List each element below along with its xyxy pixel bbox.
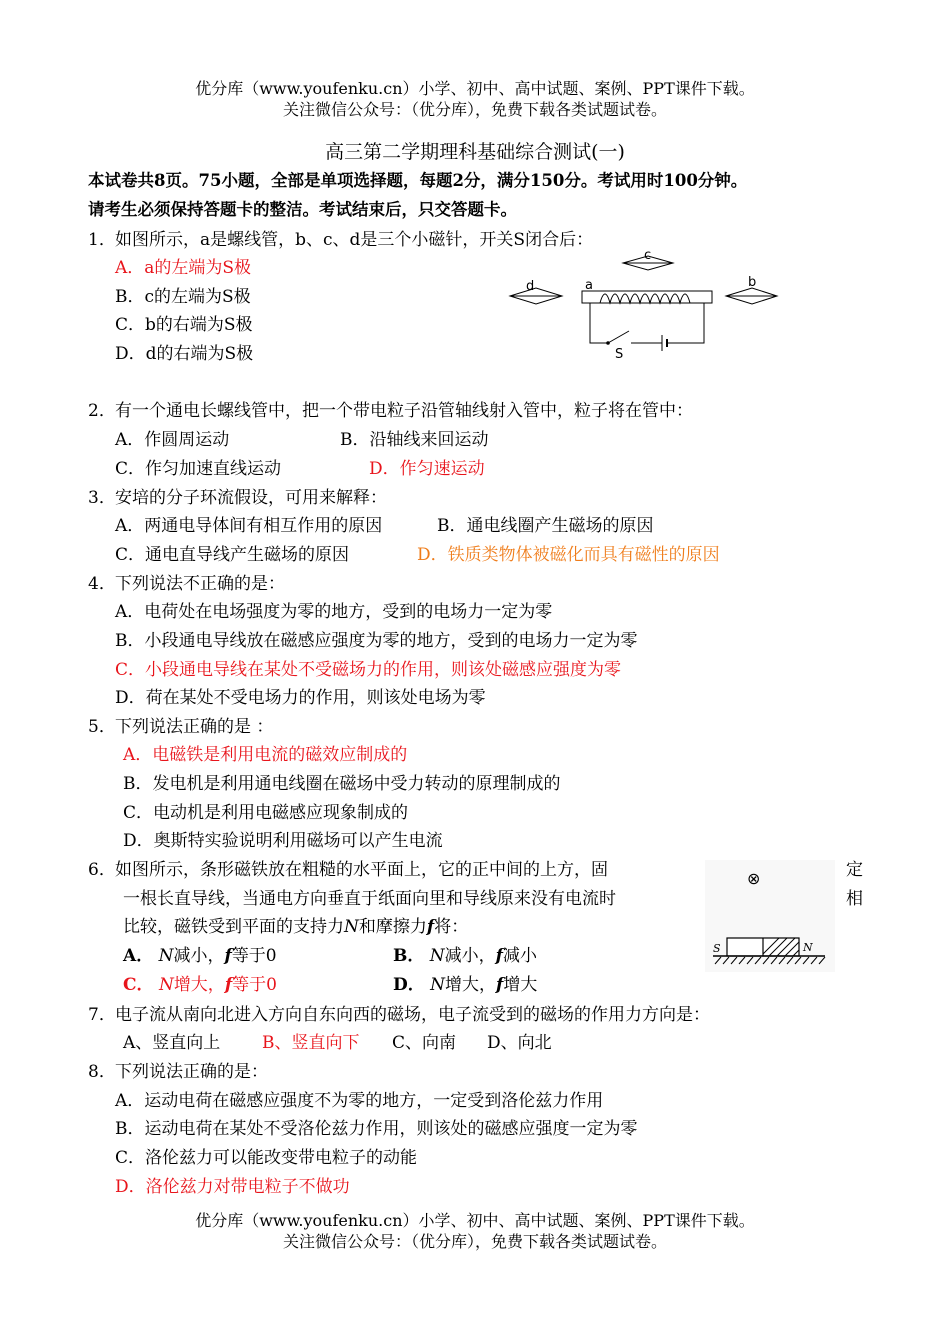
- option-c: C．作匀加速直线运动: [115, 459, 282, 479]
- label-s: S: [713, 942, 721, 955]
- option-d: D．铁质类物体被磁化而具有磁性的原因: [417, 545, 720, 565]
- label-s: S: [615, 347, 624, 362]
- switch-icon: [608, 331, 629, 343]
- label-c: c: [644, 248, 652, 263]
- option-b: B．运动电荷在某处不受洛伦兹力作用，则该处的磁感应强度一定为零: [115, 1119, 638, 1139]
- question-number: 8．: [88, 1062, 116, 1082]
- question-number: 6．: [88, 860, 116, 880]
- question-number: 2．: [88, 401, 116, 421]
- footer-line-1: 优分库（www.youfenku.cn）小学、初中、高中试题、案例、PPT课件下载。: [195, 1211, 755, 1230]
- label-a: a: [585, 278, 593, 293]
- question-number: 3．: [88, 488, 116, 508]
- question-stem-line-1-end: 定: [846, 860, 863, 880]
- option-c: C．小段通电导线在某处不受磁场力的作用，则该处磁感应强度为零: [115, 660, 622, 680]
- question-stem-line-1: 如图所示，条形磁铁放在粗糙的水平面上，它的正中间的上方，固: [115, 860, 608, 880]
- question-stem: 安培的分子环流假设，可用来解释：: [115, 488, 387, 508]
- option-b: B．通电线圈产生磁场的原因: [437, 516, 654, 536]
- question-stem: 如图所示，a是螺线管，b、c、d是三个小磁针，开关S闭合后：: [115, 230, 594, 250]
- option-a: A．作圆周运动: [115, 430, 230, 450]
- option-a: A．a的左端为S极: [115, 258, 252, 278]
- question-number: 1．: [88, 230, 116, 250]
- label-b: b: [748, 275, 757, 290]
- option-c: C．b的右端为S极: [115, 315, 253, 335]
- label-n: N: [803, 941, 813, 954]
- question-number: 5．: [88, 717, 116, 737]
- instruction-line-2: 请考生必须保持答题卡的整洁。考试结束后，只交答题卡。: [88, 200, 517, 219]
- bar-magnet-figure: [705, 860, 835, 972]
- option-a: A．两通电导体间有相互作用的原因: [115, 516, 383, 536]
- option-c: C．洛伦兹力可以能改变带电粒子的动能: [115, 1148, 418, 1168]
- solenoid-figure: [505, 246, 785, 366]
- option-b: B．沿轴线来回运动: [340, 430, 489, 450]
- header-line-2: 关注微信公众号：（优分库），免费下载各类试题试卷。: [282, 100, 667, 119]
- solenoid-core: [582, 291, 712, 303]
- coil-icon: [600, 294, 690, 303]
- instruction-line-1: 本试卷共8页。75小题，全部是单项选择题，每题2分，满分150分。考试用时100分钟。: [88, 171, 748, 190]
- question-stem-line-3: 比较，磁铁受到平面的支持力N和摩擦力f将：: [123, 917, 469, 937]
- option-d: D．作匀速运动: [369, 459, 485, 479]
- footer-line-2: 关注微信公众号：（优分库），免费下载各类试题试卷。: [282, 1232, 667, 1251]
- option-c: C．电动机是利用电磁感应现象制成的: [123, 803, 409, 823]
- option-d: D．洛伦兹力对带电粒子不做功: [115, 1177, 350, 1197]
- option-b: B．c的左端为S极: [115, 287, 251, 307]
- option-d: D．d的右端为S极: [115, 344, 254, 364]
- option-a: A．电磁铁是利用电流的磁效应制成的: [123, 745, 408, 765]
- option-a: A．电荷处在电场强度为零的地方，受到的电场力一定为零: [115, 602, 553, 622]
- option-d: D． N增大，f增大: [393, 975, 538, 995]
- option-b: B． N减小，f减小: [393, 946, 537, 966]
- question-number: 7．: [88, 1005, 116, 1025]
- question-stem: 电子流从南向北进入方向自东向西的磁场，电子流受到的磁场的作用力方向是：: [115, 1005, 710, 1025]
- page-title: 高三第二学期理科基础综合测试(一): [325, 141, 625, 163]
- option-a: A、竖直向上: [123, 1033, 221, 1053]
- option-b: B．发电机是利用通电线圈在磁场中受力转动的原理制成的: [123, 774, 561, 794]
- option-b: B．小段通电导线放在磁感应强度为零的地方，受到的电场力一定为零: [115, 631, 638, 651]
- question-stem: 下列说法正确的是 ：: [115, 717, 274, 737]
- label-d: d: [526, 279, 535, 294]
- option-a: A．运动电荷在磁感应强度不为零的地方，一定受到洛伦兹力作用: [115, 1091, 604, 1111]
- option-c: C． N增大，f等于0: [123, 975, 277, 995]
- option-a: A． N减小，f等于0: [123, 946, 277, 966]
- question-number: 4．: [88, 574, 116, 594]
- header-line-1: 优分库（www.youfenku.cn）小学、初中、高中试题、案例、PPT课件下载。: [195, 79, 755, 98]
- option-d: D．奥斯特实验说明利用磁场可以产生电流: [123, 831, 443, 851]
- wire-into-page-icon: ⊗: [747, 869, 761, 888]
- question-stem: 下列说法不正确的是：: [115, 574, 285, 594]
- option-c: C．通电直导线产生磁场的原因: [115, 545, 350, 565]
- question-stem-line-2: 一根长直导线，当通电方向垂直于纸面向里和导线原来没有电流时: [123, 889, 616, 909]
- question-stem: 下列说法正确的是：: [115, 1062, 268, 1082]
- option-d: D．荷在某处不受电场力的作用，则该处电场为零: [115, 688, 486, 708]
- option-d: D、向北: [487, 1033, 552, 1053]
- option-c: C、向南: [392, 1033, 457, 1053]
- question-stem: 有一个通电长螺线管中，把一个带电粒子沿管轴线射入管中，粒子将在管中：: [115, 401, 693, 421]
- option-b: B、竖直向下: [262, 1033, 360, 1053]
- question-stem-line-2-end: 相: [846, 889, 863, 909]
